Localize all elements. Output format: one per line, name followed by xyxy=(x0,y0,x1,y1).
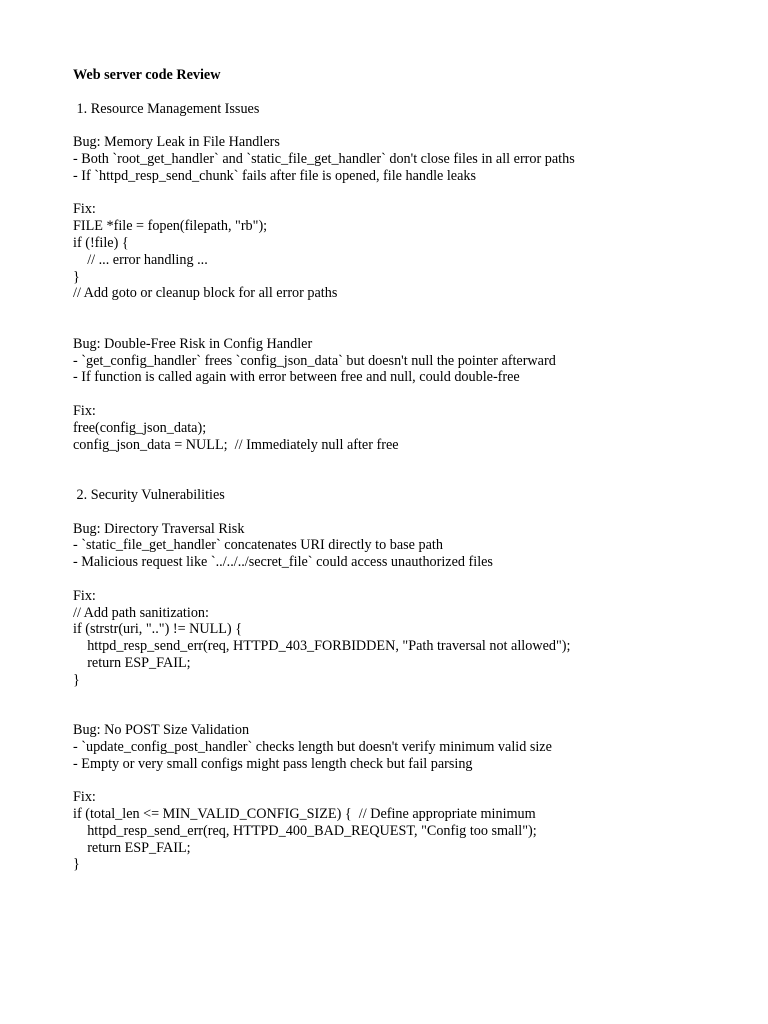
blank-line xyxy=(73,705,733,722)
bug-detail-line: - `static_file_get_handler` concatenates URI directly to base path xyxy=(73,537,443,554)
bug-detail-line: - Malicious request like `../../../secret_file` could access unauthorized files xyxy=(73,554,493,571)
code-line: } xyxy=(73,671,80,688)
document-title: Web server code Review xyxy=(73,67,221,83)
fix-label: Fix: xyxy=(73,587,96,604)
fix-label: Fix: xyxy=(73,402,96,419)
code-line: config_json_data = NULL; // Immediately null after free xyxy=(73,436,399,453)
bug-detail-line: - If `httpd_resp_send_chunk` fails after file is opened, file handle leaks xyxy=(73,167,477,184)
bug-heading-memory-leak: Bug: Memory Leak in File Handlers xyxy=(73,134,280,151)
blank-line xyxy=(73,772,733,789)
bug-heading-directory-traversal: Bug: Directory Traversal Risk xyxy=(73,520,245,537)
bug-detail-line: - Empty or very small configs might pass length check but fail parsing xyxy=(73,755,473,772)
code-line: } xyxy=(73,268,80,285)
blank-line xyxy=(73,185,733,202)
code-line: if (!file) { xyxy=(73,234,129,251)
code-line: FILE *file = fopen(filepath, "rb"); xyxy=(73,218,268,235)
code-line: httpd_resp_send_err(req, HTTPD_403_FORBIDDEN, "Path traversal not allowed"); xyxy=(73,638,571,655)
code-line: return ESP_FAIL; xyxy=(73,654,191,671)
blank-line xyxy=(73,453,733,470)
bug-heading-double-free: Bug: Double-Free Risk in Config Handler xyxy=(73,335,313,352)
document-page xyxy=(73,67,733,873)
fix-label: Fix: xyxy=(73,789,96,806)
bug-detail-line: - `update_config_post_handler` checks length but doesn't verify minimum valid size xyxy=(73,738,552,755)
blank-line xyxy=(73,571,733,588)
code-line: } xyxy=(73,856,80,873)
section-heading-security: 2. Security Vulnerabilities xyxy=(73,486,225,503)
bug-detail-line: - If function is called again with error between free and null, could double-free xyxy=(73,369,520,386)
code-line: return ESP_FAIL; xyxy=(73,839,191,856)
code-line: if (total_len <= MIN_VALID_CONFIG_SIZE) { // Define appropriate minimum xyxy=(73,806,536,823)
code-line: // ... error handling ... xyxy=(73,251,208,268)
code-line: // Add path sanitization: xyxy=(73,604,209,621)
code-line: // Add goto or cleanup block for all error paths xyxy=(73,285,338,302)
code-line: free(config_json_data); xyxy=(73,419,207,436)
blank-line xyxy=(73,688,733,705)
blank-line xyxy=(73,504,733,521)
fix-label: Fix: xyxy=(73,201,96,218)
code-line: httpd_resp_send_err(req, HTTPD_400_BAD_REQUEST, "Config too small"); xyxy=(73,822,537,839)
blank-line xyxy=(73,302,733,319)
section-heading-resource-management: 1. Resource Management Issues xyxy=(73,100,260,117)
code-line: if (strstr(uri, "..") != NULL) { xyxy=(73,621,243,638)
bug-detail-line: - Both `root_get_handler` and `static_file_get_handler` don't close files in all error paths xyxy=(73,150,575,167)
bug-detail-line: - `get_config_handler` frees `config_json_data` but doesn't null the pointer afterward xyxy=(73,352,556,369)
blank-line xyxy=(73,386,733,403)
blank-line xyxy=(73,470,733,487)
blank-line xyxy=(73,84,733,101)
blank-line xyxy=(73,117,733,134)
blank-line xyxy=(73,319,733,336)
bug-heading-post-size: Bug: No POST Size Validation xyxy=(73,722,250,739)
